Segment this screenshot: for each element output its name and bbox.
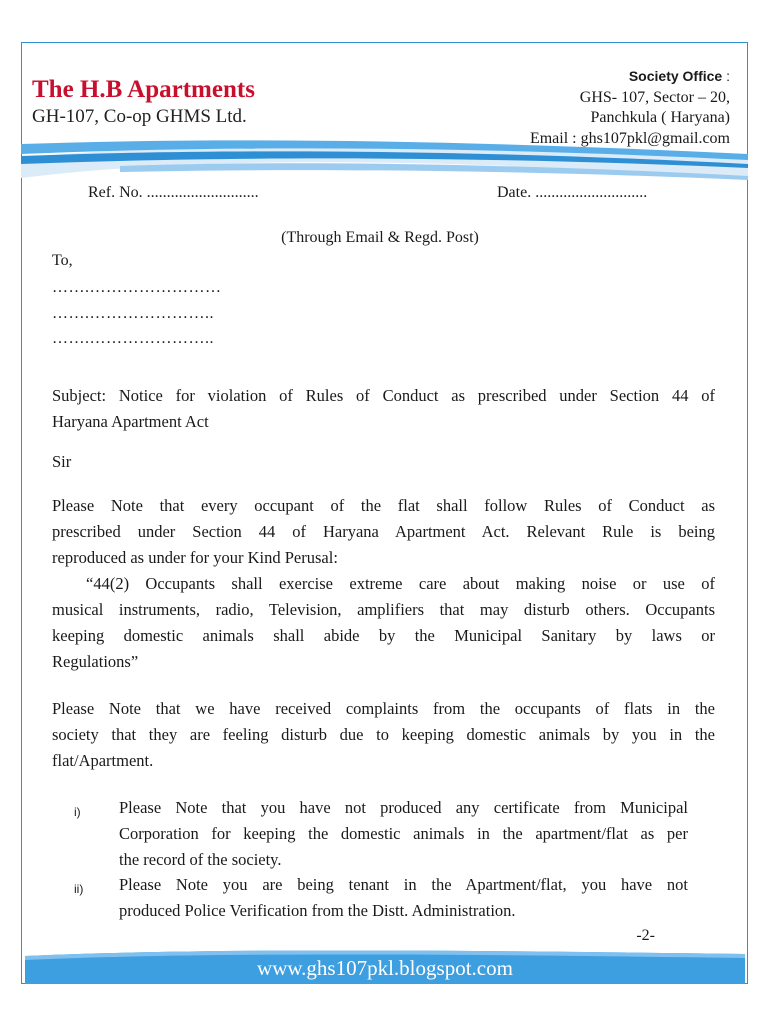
- subject-line-1: Subject: Notice for violation of Rules of Conduct as prescribed under Section 44 of: [52, 386, 715, 405]
- office-address-line-2: Panchkula ( Haryana): [590, 109, 730, 126]
- list-item: [52, 872, 692, 924]
- organization-subtitle: GH-107, Co-op GHMS Ltd.: [32, 106, 247, 127]
- recipient-heading: To,: [52, 252, 73, 269]
- organization-name: The H.B Apartments: [32, 76, 255, 103]
- recipient-address-line-1: …….……………………: [52, 279, 222, 296]
- list-marker: i): [74, 805, 81, 819]
- office-address-line-1: GHS- 107, Sector – 20,: [579, 89, 730, 106]
- list-item-line: produced Police Verification from the Distt. Administration.: [119, 901, 516, 920]
- quoted-rule-line-3: keeping domestic animals shall abide by the Municipal Sanitary by laws or: [52, 626, 715, 645]
- paragraph-rules-line-2: prescribed under Section 44 of Haryana Apartment Act. Relevant Rule is being: [52, 522, 715, 541]
- page-number: -2-: [636, 927, 655, 944]
- recipient-address-line-3: …….…………………..: [52, 330, 214, 347]
- salutation: Sir: [52, 452, 72, 471]
- quoted-rule-line-2: musical instruments, radio, Television, amplifiers that may disturb others. Occupants: [52, 600, 715, 619]
- quoted-rule-line-1: “44(2) Occupants shall exercise extreme care about making noise or use of: [86, 574, 715, 593]
- list-item-line: Please Note you are being tenant in the Apartment/flat, you have not: [119, 875, 688, 894]
- society-office-colon: :: [722, 68, 730, 84]
- society-office-heading: [629, 68, 730, 84]
- paragraph-rules-line-3: reproduced as under for your Kind Perusal:: [52, 548, 338, 567]
- delivery-method: (Through Email & Regd. Post): [281, 229, 479, 246]
- society-office-title: Society Office: [628, 68, 723, 84]
- subject-line-2: Haryana Apartment Act: [52, 412, 209, 431]
- paragraph-rules: [52, 493, 715, 571]
- paragraph-complaints: [52, 696, 715, 774]
- reference-number: Ref. No. ............................: [88, 184, 259, 201]
- paragraph-complaints-line-1: Please Note that we have received complaints from the occupants of flats in the: [52, 699, 715, 718]
- paragraph-complaints-line-2: society that they are feeling disturb due to keeping domestic animals by you in the: [52, 725, 715, 744]
- paragraph-complaints-line-3: flat/Apartment.: [52, 751, 154, 770]
- quoted-rule: [52, 571, 715, 675]
- list-item: [52, 795, 692, 873]
- date-field: Date. ............................: [497, 184, 648, 201]
- list-item-line: Please Note that you have not produced any certificate from Municipal: [119, 798, 688, 817]
- paragraph-rules-line-1: Please Note that every occupant of the flat shall follow Rules of Conduct as: [52, 496, 715, 515]
- subject: [52, 383, 715, 435]
- list-item-line: the record of the society.: [119, 850, 282, 869]
- office-email-line: Email : ghs107pkl@gmail.com: [529, 130, 730, 147]
- recipient-address-line-2: …….…………………..: [52, 305, 214, 322]
- list-marker: ii): [74, 882, 84, 896]
- footer-website-link[interactable]: www.ghs107pkl.blogspot.com: [257, 956, 513, 980]
- quoted-rule-line-4: Regulations”: [52, 652, 139, 671]
- list-item-text: [119, 872, 688, 924]
- list-item-line: Corporation for keeping the domestic animals in the apartment/flat as per: [119, 824, 688, 843]
- list-item-text: [119, 795, 688, 873]
